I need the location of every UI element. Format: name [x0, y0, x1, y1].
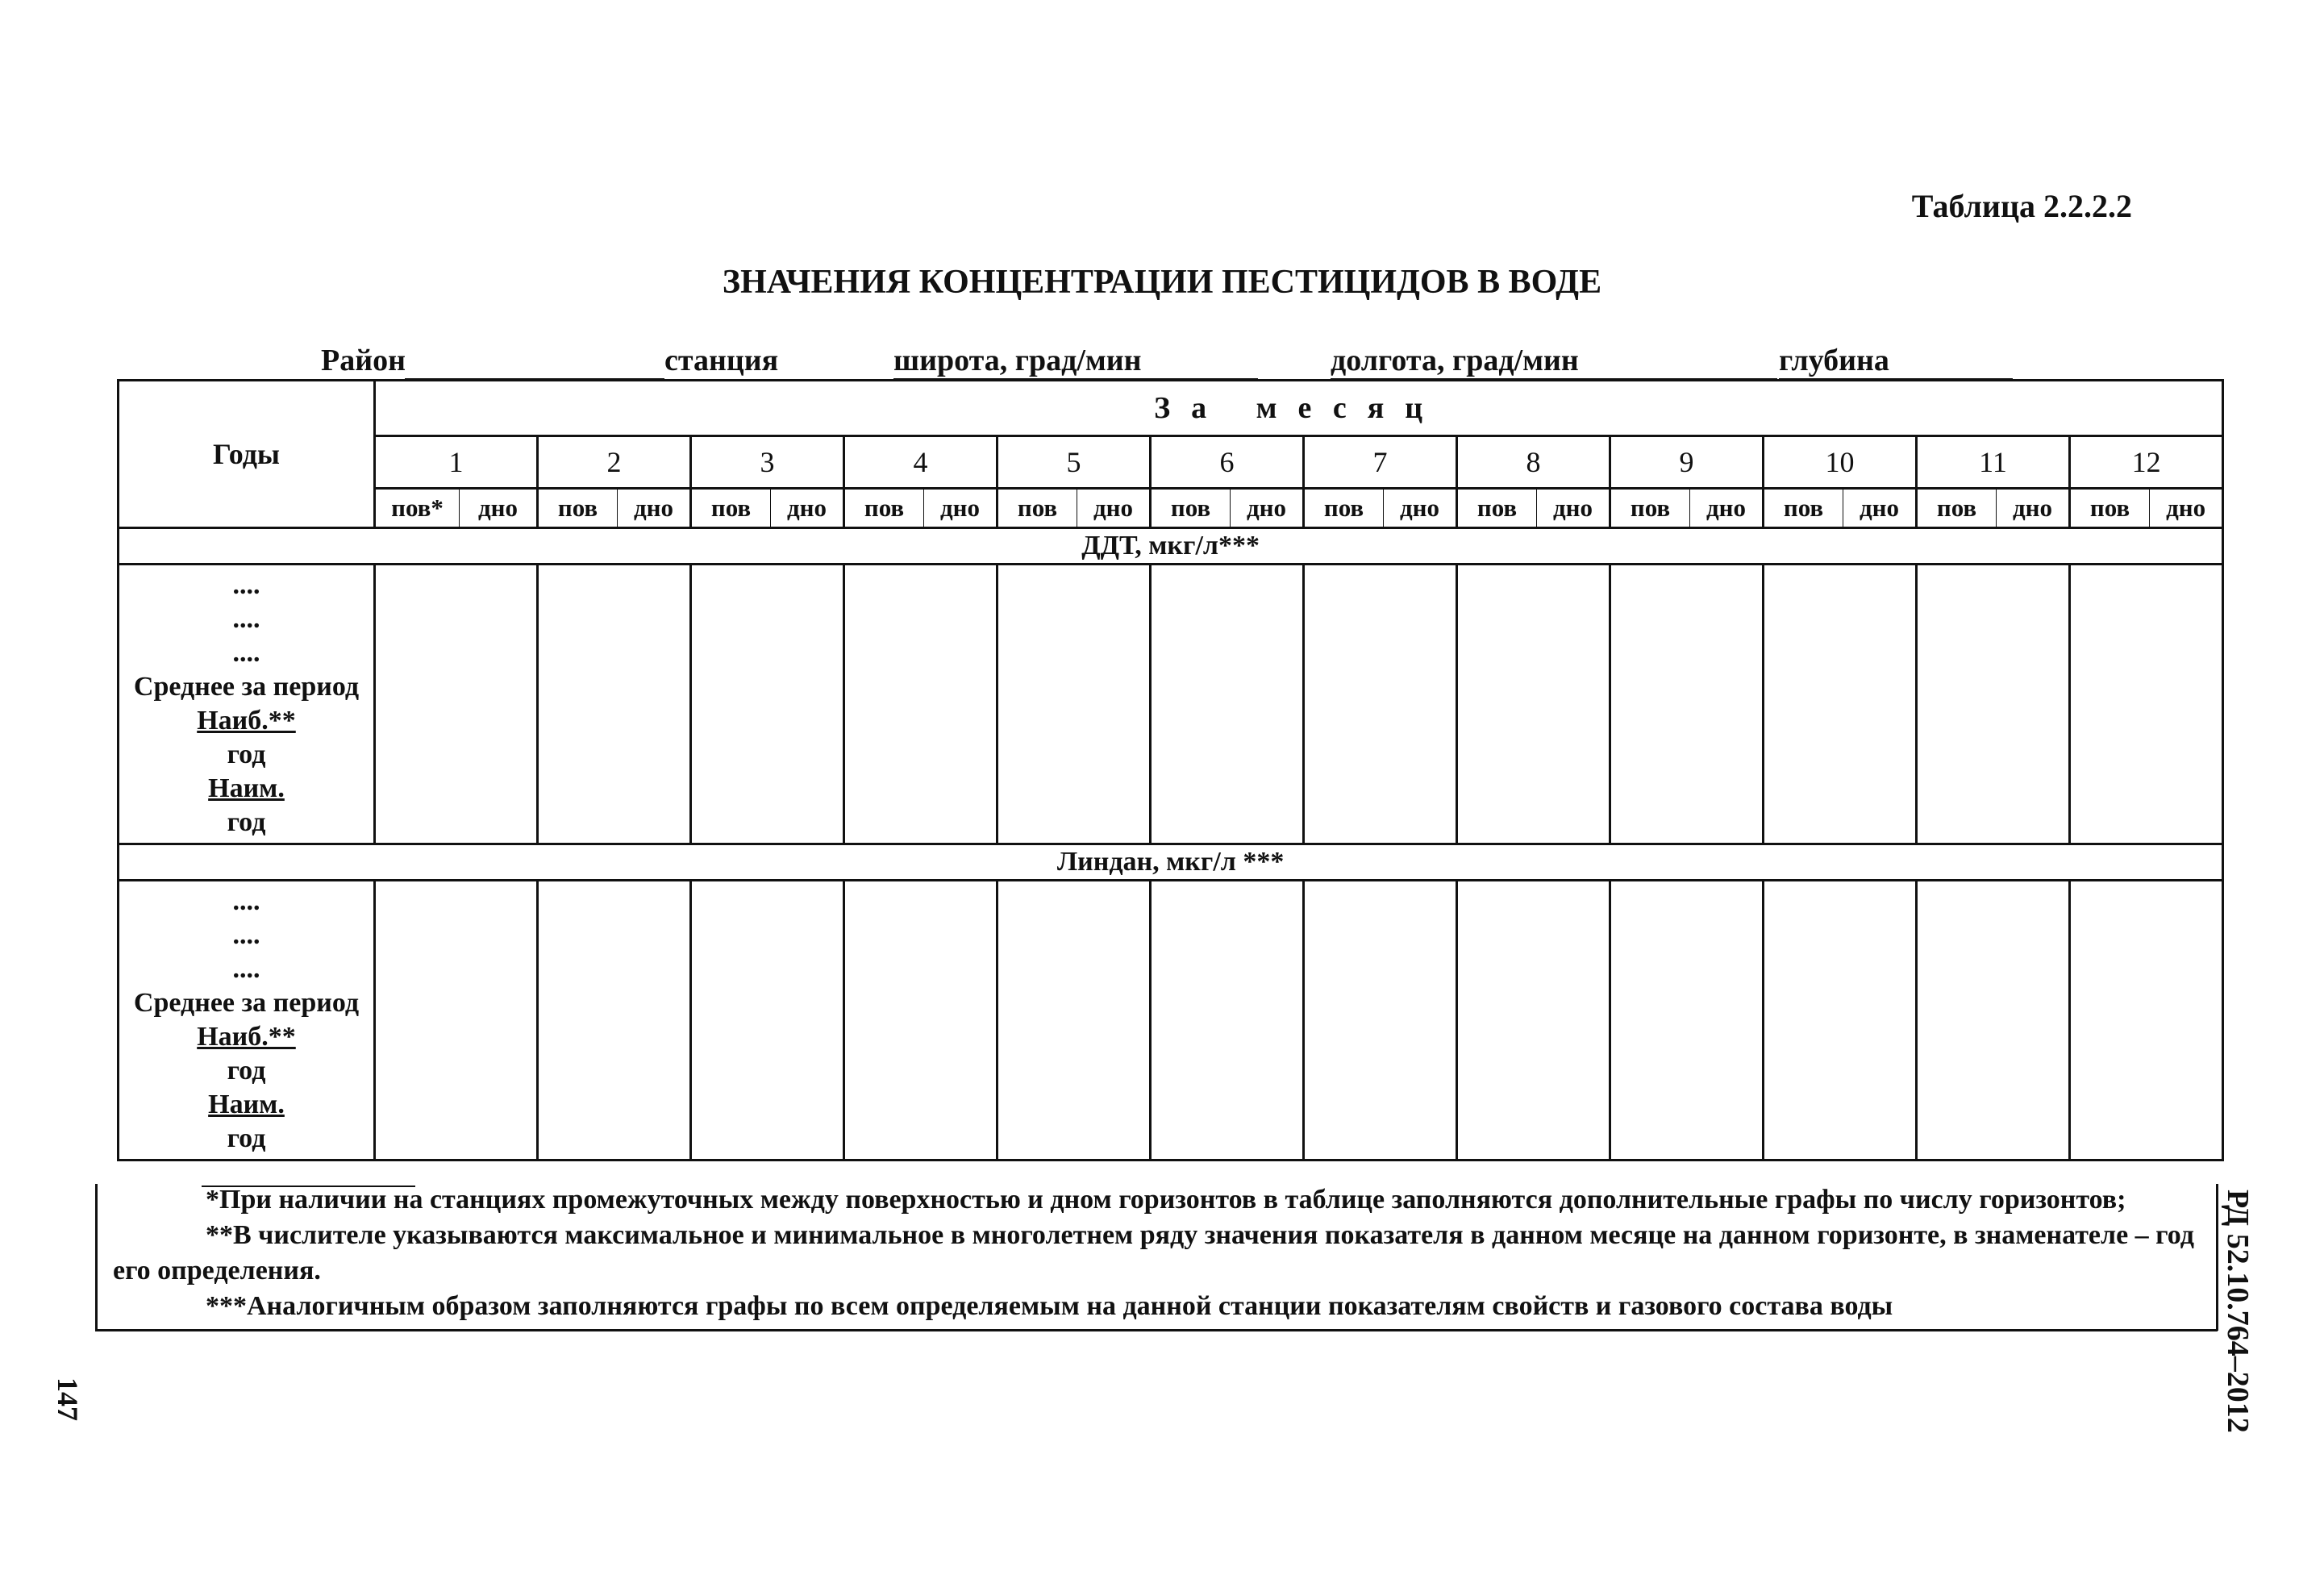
pesticide-table — [117, 379, 2224, 1161]
bottom-header: дно — [1997, 489, 2070, 528]
bottom-header: дно — [618, 489, 691, 528]
data-cell — [997, 565, 1151, 844]
footnote-2: **В числителе указываются максимальное и минимальное в многолетнем ряду значения показателя в данном месяце на данном горизонте, в знаменателе – год его определения. — [113, 1220, 2194, 1286]
year-row-label: Наиб.** — [197, 706, 296, 735]
data-cell — [1151, 565, 1304, 844]
surface-header: пов — [1610, 489, 1690, 528]
years-cell — [119, 565, 375, 844]
surface-header: пов* — [375, 489, 460, 528]
data-cell — [1917, 565, 2070, 844]
year-row-label: .... — [232, 604, 260, 634]
data-cell — [1457, 881, 1610, 1161]
frame-bottom-line — [95, 1329, 2218, 1331]
year-row-label: Наим. — [208, 773, 285, 803]
year-row-label: год — [227, 1123, 266, 1153]
year-row-label: Наиб.** — [197, 1022, 296, 1052]
month-number: 4 — [844, 436, 997, 489]
surface-header: пов — [1764, 489, 1843, 528]
footnotes — [113, 1182, 2205, 1324]
data-cell — [538, 565, 691, 844]
data-cell — [844, 565, 997, 844]
bottom-header: дно — [460, 489, 538, 528]
surface-header: пов — [1151, 489, 1231, 528]
surface-header: пов — [1917, 489, 1997, 528]
data-cell — [2070, 881, 2223, 1161]
bottom-header: дно — [1537, 489, 1610, 528]
data-cell — [1917, 881, 2070, 1161]
section-title: ДДТ, мкг/л*** — [119, 528, 2223, 565]
month-header: За месяц — [375, 381, 2223, 436]
bottom-header: дно — [2150, 489, 2223, 528]
month-number: 3 — [691, 436, 844, 489]
data-cell — [1304, 565, 1457, 844]
section-title: Линдан, мкг/л *** — [119, 844, 2223, 881]
month-number: 9 — [1610, 436, 1764, 489]
data-cell — [997, 881, 1151, 1161]
depth-label: глубина — [1779, 344, 1889, 377]
bottom-header: дно — [1690, 489, 1764, 528]
data-cell — [375, 881, 538, 1161]
data-cell — [1457, 565, 1610, 844]
bottom-header: дно — [1077, 489, 1151, 528]
bottom-header: дно — [771, 489, 844, 528]
year-row-label: Среднее за период — [133, 672, 360, 702]
district-label: Район — [321, 344, 406, 377]
data-cell — [538, 881, 691, 1161]
surface-header: пов — [1304, 489, 1384, 528]
month-number: 8 — [1457, 436, 1610, 489]
year-row-label: Среднее за период — [133, 988, 360, 1018]
year-row-label: .... — [232, 886, 260, 916]
bottom-header: дно — [924, 489, 997, 528]
year-row-label: год — [227, 740, 266, 769]
month-number: 2 — [538, 436, 691, 489]
data-cell — [1764, 881, 1917, 1161]
longitude-label: долгота, град/мин — [1331, 344, 1579, 377]
surface-header: пов — [691, 489, 771, 528]
surface-header: пов — [844, 489, 924, 528]
table-label: Таблица 2.2.2.2 — [1911, 188, 2132, 224]
year-row-label: год — [227, 1056, 266, 1086]
data-cell — [1304, 881, 1457, 1161]
month-number: 6 — [1151, 436, 1304, 489]
surface-header: пов — [1457, 489, 1537, 528]
footnote-1: *При наличии на станциях промежуточных между поверхностью и дном горизонтов в таблице заполняются дополнительные графы по числу горизонтов; — [206, 1185, 2126, 1215]
bottom-header: дно — [1231, 489, 1304, 528]
years-header: Годы — [119, 381, 375, 528]
document-code: РД 52.10.764–2012 — [2221, 1190, 2255, 1433]
surface-header: пов — [538, 489, 618, 528]
data-cell — [691, 881, 844, 1161]
month-number: 12 — [2070, 436, 2223, 489]
surface-header: пов — [997, 489, 1077, 528]
year-row-label: год — [227, 807, 266, 837]
data-cell — [844, 881, 997, 1161]
year-row-label: .... — [232, 638, 260, 668]
month-number: 5 — [997, 436, 1151, 489]
month-number: 10 — [1764, 436, 1917, 489]
data-cell — [691, 565, 844, 844]
surface-header: пов — [2070, 489, 2150, 528]
data-cell — [1764, 565, 1917, 844]
month-number: 7 — [1304, 436, 1457, 489]
month-number: 1 — [375, 436, 538, 489]
years-cell — [119, 881, 375, 1161]
data-cell — [1610, 565, 1764, 844]
frame-left-line — [95, 1184, 98, 1331]
bottom-header: дно — [1843, 489, 1917, 528]
year-row-label: Наим. — [208, 1090, 285, 1119]
header-fields — [0, 343, 2324, 383]
page-number: 147 — [52, 1377, 84, 1421]
station-label: станция — [664, 344, 779, 377]
year-row-label: .... — [232, 954, 260, 984]
year-row-label: .... — [232, 570, 260, 600]
data-cell — [375, 565, 538, 844]
data-cell — [2070, 565, 2223, 844]
latitude-label: широта, град/мин — [893, 344, 1142, 377]
year-row-label: .... — [232, 920, 260, 950]
data-cell — [1151, 881, 1304, 1161]
bottom-header: дно — [1384, 489, 1457, 528]
data-cell — [1610, 881, 1764, 1161]
footnote-3: ***Аналогичным образом заполняются графы по всем определяемым на данной станции показателям свойств и газового состава воды — [206, 1291, 1893, 1321]
frame-right-line — [2216, 1184, 2218, 1331]
page-title: ЗНАЧЕНИЯ КОНЦЕНТРАЦИИ ПЕСТИЦИДОВ В ВОДЕ — [722, 264, 1602, 301]
month-number: 11 — [1917, 436, 2070, 489]
